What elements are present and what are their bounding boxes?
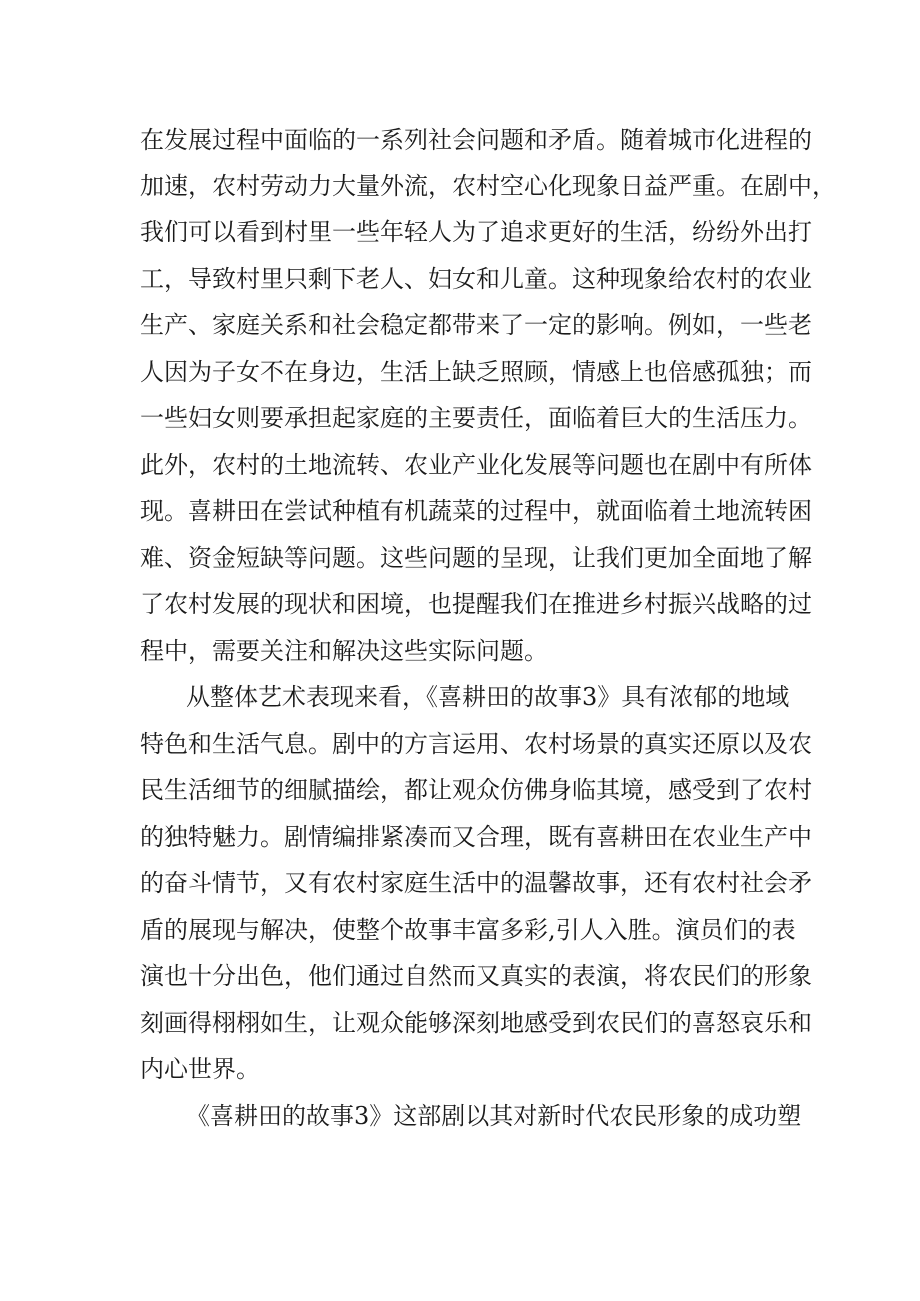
text-line: 特色和生活气息。剧中的方言运用、农村场景的真实还原以及农 — [140, 730, 812, 758]
text-line: 加速，农村劳动力大量外流，农村空心化现象日益严重。在剧中， — [140, 172, 836, 200]
text-line: 的奋斗情节，又有农村家庭生活中的温馨故事，还有农村社会矛 — [140, 869, 812, 897]
text-line: 我们可以看到村里一些年轻人为了追求更好的生活，纷纷外出打 — [140, 218, 812, 246]
text-line: 的独特魅力。剧情编排紧凑而又合理，既有喜耕田在农业生产中 — [140, 823, 812, 851]
text-line: 民生活细节的细腻描绘，都让观众仿佛身临其境，感受到了农村 — [140, 776, 812, 804]
text-line: 演也十分出色，他们通过自然而又真实的表演，将农民们的形象 — [140, 962, 812, 990]
text-line: 现。喜耕田在尝试种植有机蔬菜的过程中，就面临着土地流转困 — [140, 497, 812, 525]
text-line: 一些妇女则要承担起家庭的主要责任，面临着巨大的生活压力。 — [140, 404, 812, 432]
text-line: 程中，需要关注和解决这些实际问题。 — [140, 637, 548, 665]
paragraph-first-line: 从整体艺术表现来看，《喜耕田的故事3》具有浓郁的地域 — [186, 683, 790, 711]
text-line: 生产、家庭关系和社会稳定都带来了一定的影响。例如，一些老 — [140, 311, 812, 339]
text-line: 内心世界。 — [140, 1055, 260, 1083]
text-line: 难、资金短缺等问题。这些问题的呈现，让我们更加全面地了解 — [140, 544, 812, 572]
text-line: 刻画得栩栩如生，让观众能够深刻地感受到农民们的喜怒哀乐和 — [140, 1009, 812, 1037]
text-line: 工，导致村里只剩下老人、妇女和儿童。这种现象给农村的农业 — [140, 265, 812, 293]
paragraph-first-line: 《喜耕田的故事3》这部剧以其对新时代农民形象的成功塑 — [186, 1102, 802, 1130]
text-line: 在发展过程中面临的一系列社会问题和矛盾。随着城市化进程的 — [140, 126, 812, 154]
text-line: 盾的展现与解决，使整个故事丰富多彩,引人入胜。演员们的表 — [140, 916, 796, 944]
text-line: 人因为子女不在身边，生活上缺乏照顾，情感上也倍感孤独；而 — [140, 358, 812, 386]
text-line: 了农村发展的现状和困境，也提醒我们在推进乡村振兴战略的过 — [140, 590, 812, 618]
text-line: 此外，农村的土地流转、农业产业化发展等问题也在剧中有所体 — [140, 451, 812, 479]
